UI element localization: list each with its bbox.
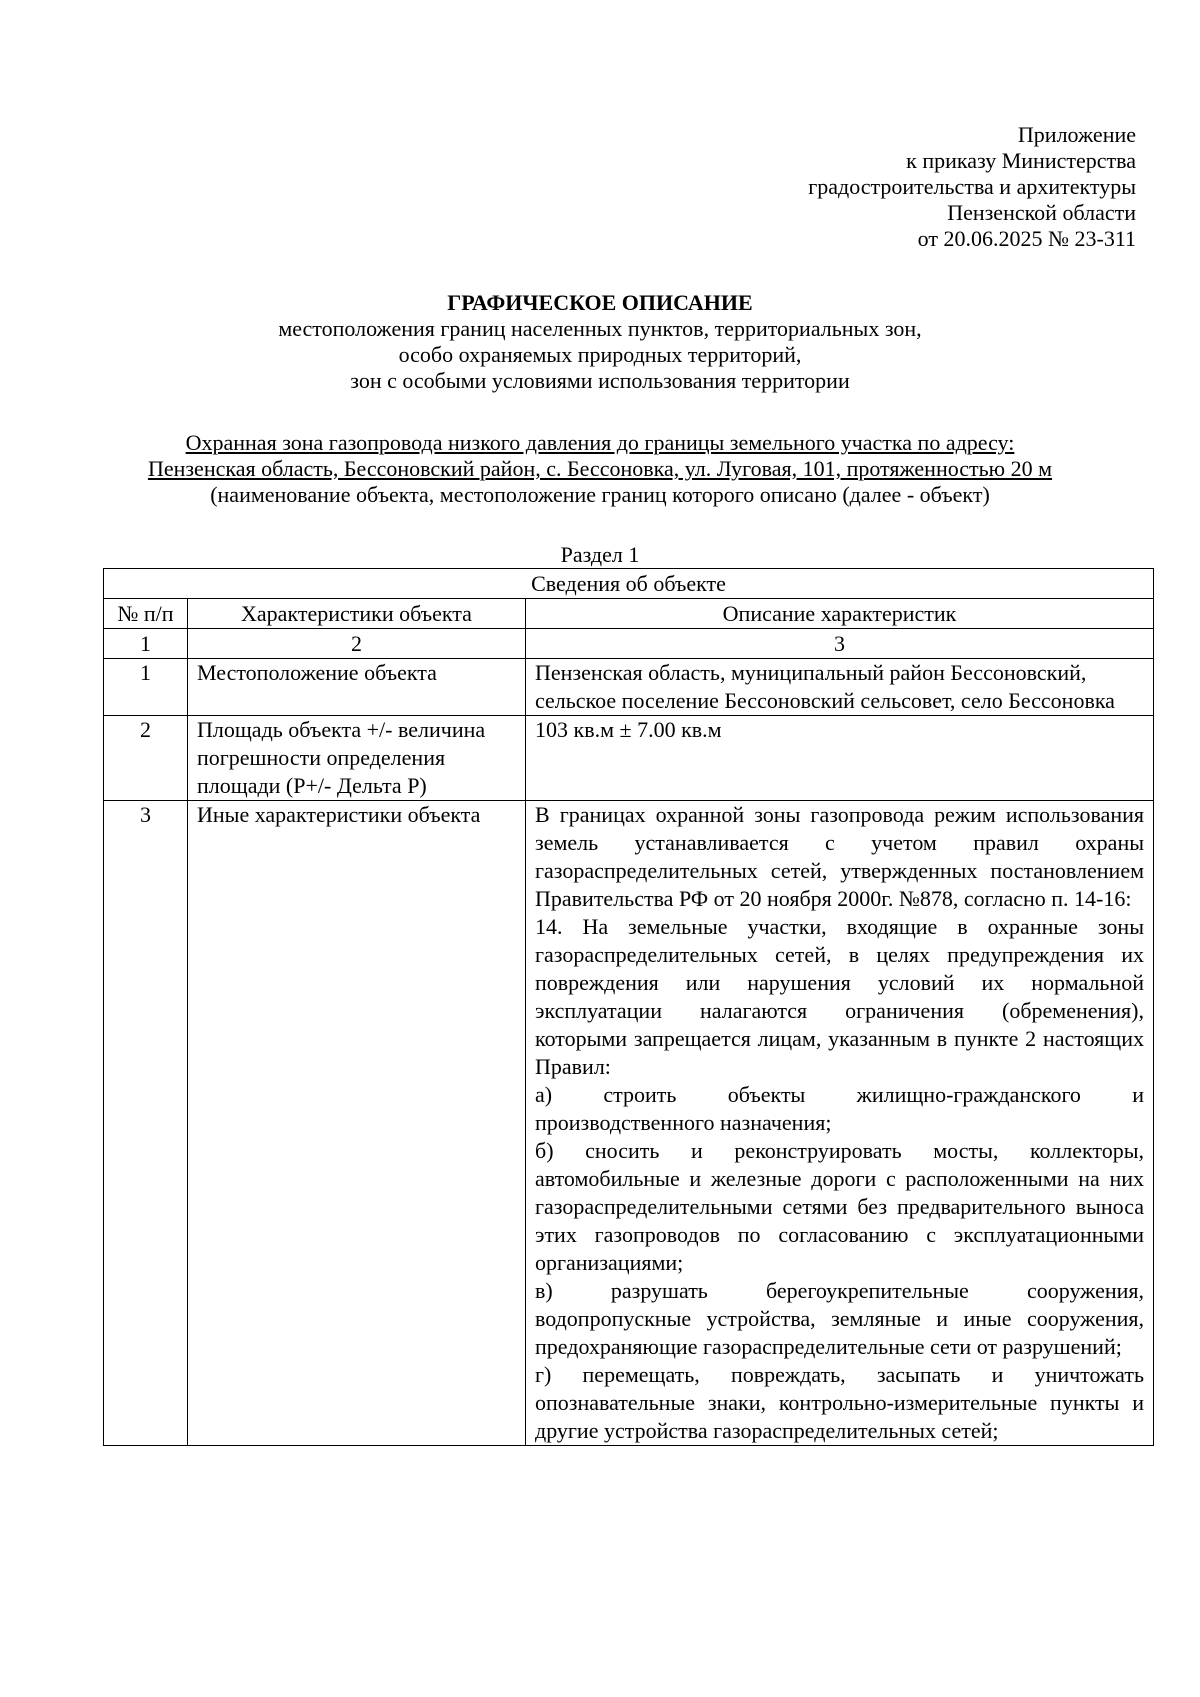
appendix-order-date: от 20.06.2025 № 23-311 bbox=[917, 226, 1136, 251]
table-row bbox=[104, 716, 1154, 801]
appendix-block bbox=[808, 122, 1136, 252]
header-description: Описание характеристик bbox=[526, 599, 1154, 629]
object-info-table bbox=[103, 568, 1154, 1446]
column-number: 1 bbox=[104, 629, 188, 659]
description-paragraph: В границах охранной зоны газопровода режим использования земель устанавливается с учетом правил охраны газораспределительных сетей, утвержденных постановлением Правительства РФ от 20 ноября 2000г. №878, согласно п. 14-16: bbox=[535, 802, 1144, 911]
appendix-line: градостроительства и архитектуры bbox=[808, 174, 1136, 199]
description-paragraph: б) сносить и реконструировать мосты, коллекторы, автомобильные и железные дороги с расположенными на них газораспределительными сетями без предварительного выноса этих газопроводов по согласованию с эксплуатационными организациями; bbox=[535, 1138, 1144, 1275]
document-subtitle bbox=[0, 316, 1200, 394]
column-number: 3 bbox=[526, 629, 1154, 659]
object-note: (наименование объекта, местоположение границ которого описано (далее - объект) bbox=[210, 482, 990, 507]
row-characteristic: Иные характеристики объекта bbox=[188, 801, 526, 1446]
row-description: 103 кв.м ± 7.00 кв.м bbox=[526, 716, 1154, 801]
row-description bbox=[526, 801, 1154, 1446]
object-name-line: Пензенская область, Бессоновский район, с. Бессоновка, ул. Луговая, 101, протяженностью 20 м bbox=[147, 456, 1053, 481]
row-characteristic: Местоположение объекта bbox=[188, 659, 526, 716]
description-paragraph: в) разрушать берегоукрепительные сооружения, водопропускные устройства, земляные и иные сооружения, предохраняющие газораспределительные сети от разрушений; bbox=[535, 1278, 1144, 1359]
table-row bbox=[104, 659, 1154, 716]
appendix-line: к приказу Министерства bbox=[906, 148, 1136, 173]
subtitle-line: местоположения границ населенных пунктов, территориальных зон, bbox=[278, 316, 922, 341]
column-number-row bbox=[104, 629, 1154, 659]
description-paragraph: 14. На земельные участки, входящие в охранные зоны газораспределительных сетей, в целях предупреждения их повреждения или нарушения условий их нормальной эксплуатации налагаются ограничения (обременения), которыми запрещается лицам, указанным в пункте 2 настоящих Правил: bbox=[535, 914, 1144, 1079]
row-characteristic: Площадь объекта +/- величина погрешности определения площади (Р+/- Дельта Р) bbox=[188, 716, 526, 801]
table-caption: Сведения об объекте bbox=[104, 569, 1154, 599]
row-num: 3 bbox=[104, 801, 188, 1446]
table-row bbox=[104, 801, 1154, 1446]
section-label: Раздел 1 bbox=[560, 542, 640, 567]
row-description: Пензенская область, муниципальный район Бессоновский, сельское поселение Бессоновский сельсовет, село Бессоновка bbox=[526, 659, 1154, 716]
object-name bbox=[60, 430, 1140, 482]
title-block bbox=[0, 290, 1200, 394]
description-paragraph: а) строить объекты жилищно-гражданского и производственного назначения; bbox=[535, 1082, 1144, 1135]
row-num: 2 bbox=[104, 716, 188, 801]
table-caption-row bbox=[104, 569, 1154, 599]
subtitle-line: особо охраняемых природных территорий, bbox=[398, 342, 802, 367]
subtitle-line: зон с особыми условиями использования территории bbox=[350, 368, 850, 393]
table-header-row bbox=[104, 599, 1154, 629]
object-block bbox=[60, 430, 1140, 508]
description-paragraph: г) перемещать, повреждать, засыпать и уничтожать опознавательные знаки, контрольно-измерительные пункты и другие устройства газораспределительных сетей; bbox=[535, 1362, 1144, 1443]
column-number: 2 bbox=[188, 629, 526, 659]
header-characteristic: Характеристики объекта bbox=[188, 599, 526, 629]
row-num: 1 bbox=[104, 659, 188, 716]
appendix-line: Пензенской области bbox=[947, 200, 1136, 225]
document-title: ГРАФИЧЕСКОЕ ОПИСАНИЕ bbox=[447, 290, 753, 315]
header-num: № п/п bbox=[104, 599, 188, 629]
appendix-line: Приложение bbox=[1017, 122, 1136, 147]
object-name-line: Охранная зона газопровода низкого давления до границы земельного участка по адресу: bbox=[185, 430, 1015, 455]
